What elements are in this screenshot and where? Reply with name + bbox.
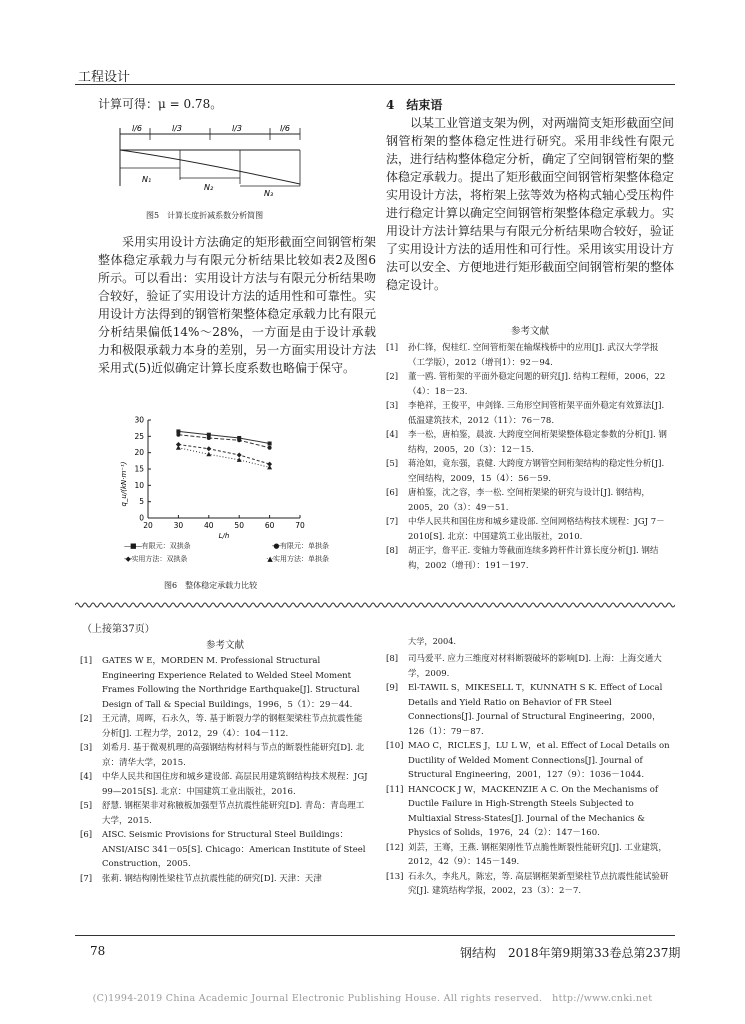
data-point [268,442,272,446]
ref-text: 孙仁锋，倪桂红. 空间管桁架在输煤栈桥中的应用[J]. 武汉大学学报（工学版），2012（增刊1）：92－94. [408,343,659,368]
ref-item [386,681,674,739]
ref-item [386,486,674,515]
ref-num: [8] [386,654,399,664]
ref-item [386,370,674,399]
ref-num: [6] [80,830,93,840]
ref-text: 李一松，唐柏鉴，晨波. 大跨度空间桁架梁整体稳定参数的分析[J]. 钢结构，2005，20（3）：12－15. [408,430,667,455]
ref-text: MAO C，RICLES J，LU L W，et al. Effect of Local Details on Ductility of Welded Moment Connections[J]. Journal of Structural Engineering，2001，127（9）：1036－1044. [408,741,670,780]
ref-item [80,712,370,741]
refs-list-continued-left [80,654,370,886]
fig5-seg-label: l/6 [280,124,291,133]
fig5-seg-label: l/3 [232,124,243,133]
ref-num: [4] [80,772,93,782]
ref-item [386,428,674,457]
y-tick-label: 0 [139,513,144,523]
x-tick-label: 70 [295,521,305,530]
fig6-xlabel: L/h [218,532,230,540]
ref-num: [5] [80,801,93,811]
ref-text: 李艳祥，王俊平，申剑锋. 三角形空间管桁架平面外稳定有效算法[J]. 低温建筑技术，2012（11）：76－78. [408,401,665,426]
x-tick-label: 50 [234,521,244,530]
data-point [237,438,241,442]
ref-text: 刘希月. 基于微观机理的高强钢结构材料与节点的断裂性能研究[D]. 北京：清华大学，2015. [102,743,365,768]
ref-item [386,783,674,841]
fig5-diagram [110,120,340,202]
fig6-legend-item: -◆-实用方法：双拱条 [124,555,188,563]
fig6-caption: 图6 整体稳定承载力比较 [164,581,258,590]
ref-item [386,544,674,573]
section-heading: 4 结束语 [386,98,443,112]
fig5-caption: 图5 计算长度折减系数分析简图 [146,211,264,220]
ref-text: 唐柏鉴，沈之容，李一松. 空间桁架梁的研究与设计[J]. 钢结构，2005，20（3）：49－51. [408,488,650,513]
ref-text: 蒋沧如，竟东强，袁健. 大跨度方钢管空间桁架结构的稳定性分析[J]. 空间结构，2009，15（4）：56－59. [408,459,665,484]
fig5-seg-label: l/3 [172,124,183,133]
copyright-watermark: (C)1994-2019 China Academic Journal Electronic Publishing House. All rights reserved. http://www.cnki.net [92,993,653,1004]
ref-text: 石永久，李兆凡，陈宏，等. 高层钢框架新型梁柱节点抗震性能试验研究[J]. 建筑结构学报，2002，23（3）：2－7. [408,871,669,896]
x-tick-label: 40 [204,521,214,530]
fig5-node-label: N₁ [142,175,152,184]
ref-num: [8] [386,546,399,556]
right-paragraph: 以某工业管道支架为例，对两端简支矩形截面空间钢管桁架的整体稳定性进行研究。采用非线性有限元法，进行结构整体稳定分析，确定了空间钢管桁架的整体稳定承载力。提出了矩形截面空间钢管桁架整体稳定实用设计方法，将桁架上弦等效为格构式轴心受压构件进行稳定计算以确定空间钢管桁架整体稳定承载力。实用设计方法计算结果与有限元分析结果吻合较好，验证了实用设计方法的适用性和可行性。采用该实用设计方法可以安全、方便地进行矩形截面空间钢管桁架的整体稳定设计。 [386,116,675,292]
y-tick-label: 10 [134,480,144,490]
ref-text: AISC. Seismic Provisions for Structural Steel Buildings：ANSI/AISC 341－05[S]. Chicago：American Institute of Steel Construction，2005. [102,830,366,869]
data-point [206,452,211,457]
refs-list-right [386,341,674,573]
ref-num: [7] [386,517,399,527]
ref-num: [2] [80,714,93,724]
data-point [176,433,180,437]
data-point [207,436,211,440]
ref-num: [3] [386,401,399,411]
continued-ref-tail: 大学，2004. [408,636,457,646]
fig5-node-label: N₂ [204,183,214,192]
series-line-3 [178,448,269,468]
ref-item [386,739,674,783]
x-tick-label: 20 [143,521,153,530]
ref-num: [13] [386,871,404,882]
ref-text: 胡正宇，詹平正. 变轴力等截面连续多跨杆件计算长度分析[J]. 钢结构，2002（增刊）：191－197. [408,546,659,571]
running-header: 工程设计 [78,70,131,85]
fig6-legend-text: 实用方法：双拱条 [131,555,188,563]
ref-num: [9] [386,683,399,693]
y-tick-label: 25 [134,431,144,441]
header-rule [75,84,675,85]
ref-num: [7] [80,873,93,884]
ref-item [386,399,674,428]
ref-item [80,828,370,872]
left-paragraph: 采用实用设计方法确定的矩形截面空间钢管桁架整体稳定承载力与有限元分析结果比较如表2及图6所示。可以看出：实用设计方法与有限元分析结果吻合较好，验证了实用设计方法的适用性和可靠性。实用设计方法得到的钢管桁架整体稳定承载力比有限元分析结果偏低14%～28%，一方面是由于设计承载力和极限承载力本身的差别，另一方面实用设计方法采用式(5)近似确定计算长度系数也略偏于保守。 [98,235,376,375]
series-line-2 [178,445,269,465]
ref-item [386,870,674,899]
ref-text: 舒慧. 钢框架非对称腋板加强型节点抗震性能研究[D]. 青岛：青岛理工大学，2015. [102,801,365,826]
ref-num: [3] [80,743,93,753]
ref-num: [1] [386,343,399,353]
ref-text: 司马爱平. 应力三维度对材料断裂破坏的影响[D]. 上海：上海交通大学，2009. [408,654,662,679]
ref-item [386,652,674,681]
fig6-legend-item: —■—有限元：双拱条 [124,542,191,550]
ref-item [80,741,370,770]
fig6-legend-item: ·▲·实用方法：单拱条 [266,555,329,563]
fig5-seg-label: l/6 [132,124,143,133]
ref-item [80,872,370,887]
ref-text: 刘芸，王骞，王燕. 钢框架刚性节点脆性断裂性能研究[J]. 工业建筑，2012，42（9）：145－149. [408,842,667,867]
ref-num: [10] [386,741,404,751]
continued-refs-title: 参考文献 [205,640,244,651]
y-tick-label: 20 [134,448,144,458]
fig6-legend-text: 有限元：单拱条 [280,542,329,550]
ref-num: [11] [386,784,404,795]
ref-num: [6] [386,488,399,498]
ref-text: 中华人民共和国住房和城乡建设部. 空间网格结构技术规程：JGJ 7－2010[S]. 北京：中国建筑工业出版社，2010. [408,517,665,542]
fig6-legend-text: 有限元：双拱条 [141,542,191,550]
continued-label: （上接第37页） [82,624,155,635]
series-line-0 [178,431,269,443]
data-point [268,446,272,450]
x-tick-label: 60 [264,521,275,530]
ref-num: [5] [386,459,399,469]
ref-item [80,770,370,799]
journal-info: 钢结构 2018年第9期第33卷总第237期 [460,946,681,960]
ref-num: [2] [386,372,399,382]
ref-item [386,841,674,870]
ref-text: GATES W E，MORDEN M. Professional Structural Engineering Experience Related to Welded Steel Moment Frames Following the Northridge Earthquake[J]. Structural Design of Tall & Special Buildings，1996，5（1）：29－44. [102,656,360,710]
ref-num: [1] [80,656,93,666]
ref-num: [4] [386,430,399,440]
ref-item [386,341,674,370]
data-point [176,445,181,450]
data-point [237,452,242,457]
ref-item [386,457,674,486]
ref-num: [12] [386,842,404,853]
x-tick-label: 30 [173,521,184,530]
ref-text: El-TAWIL S，MIKESELL T，KUNNATH S K. Effect of Local Details and Yield Ratio on Behavior of FR Steel Connections[J]. Journal of Structural Engineering，2000，126（1）：79－87. [408,683,663,737]
ref-item [80,654,370,712]
fig5-node-label: N₃ [264,189,274,198]
footer-rule [75,935,675,936]
ref-item [80,799,370,828]
data-point [206,446,211,451]
ref-item [386,515,674,544]
calc-line: 计算可得：μ = 0.78。 [98,97,223,111]
refs-title: 参考文献 [510,326,549,337]
fig6-legend-item: -●-有限元：单拱条 [271,542,329,550]
ref-text: 中华人民共和国住房和城乡建设部. 高层民用建筑钢结构技术规程：JGJ 99—2015[S]. 北京：中国建筑工业出版社，2016. [102,772,368,797]
ref-text: 张莉. 钢结构刚性梁柱节点抗震性能的研究[D]. 天津：天津 [102,873,322,884]
fig6-legend [124,540,329,566]
y-tick-label: 30 [134,415,144,425]
refs-list-continued-right [386,652,674,899]
data-point [267,465,272,470]
ref-text: 王元清，周晖，石永久，等. 基于断裂力学的钢框架梁柱节点抗震性能分析[J]. 工程力学，2012，29（4）：104－112. [102,714,363,739]
ref-text: 董一鸥. 管桁架的平面外稳定问题的研究[J]. 结构工程师，2006，22（4）：18－23. [408,372,666,397]
wavy-separator [75,600,675,610]
fig6-ylabel: q_u/(kN·m⁻¹) [120,461,128,507]
page-number: 78 [90,944,106,958]
fig6-legend-text: 实用方法：单拱条 [273,555,329,563]
y-tick-label: 15 [134,464,144,474]
y-tick-label: 5 [139,497,144,507]
ref-text: HANCOCK J W，MACKENZIE A C. On the Mechanisms of Ductile Failure in High-Strength Steels Subjected to Multiaxial Stress-States[J]. Journal of the Mechanics & Physics of Solids，1976，24（2）：147－160. [408,784,659,838]
